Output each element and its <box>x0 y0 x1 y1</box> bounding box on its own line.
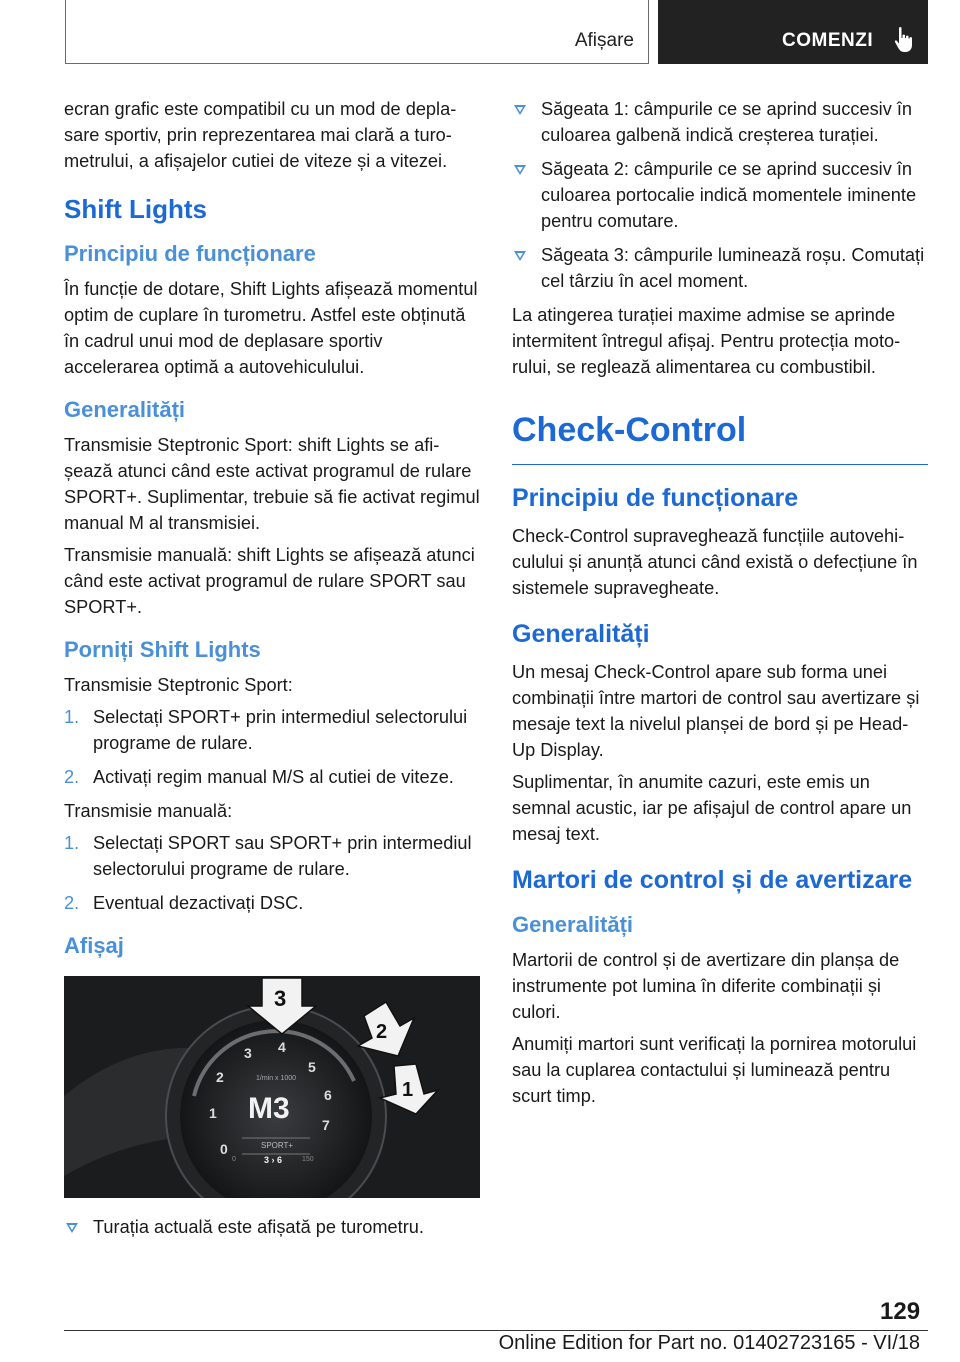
shift-lights-heading: Shift Lights <box>64 194 207 224</box>
check-general-paragraph-1: Un mesaj Check-Control apare sub forma unei combinații între martori de control sau avertizare și mesaje text la nivelul planșei de bord și pe Head-Up Display. <box>512 662 920 760</box>
principle-paragraph: În funcție de dotare, Shift Lights afișează momentul optim de cuplare în turometru. Astfel este obținută în cadrul unui mod de deplasare sportiv accelerarea optimă a autovehiculului. <box>64 279 478 377</box>
bullet-text: Turația actuală este afișată pe turometru. <box>93 1217 424 1237</box>
tick-label: 2 <box>216 1069 224 1085</box>
manual-label: Transmisie manuală: <box>64 801 233 821</box>
tachometer-figure <box>64 976 480 1198</box>
bullet-text: Săgeata 3: câmpurile luminează roșu. Comutați cel târziu în acel moment. <box>541 245 925 291</box>
tick-label: 5 <box>308 1059 316 1075</box>
step-text: Eventual dezactivați DSC. <box>93 893 304 913</box>
check-general-paragraph-2: Suplimentar, în anumite cazuri, este emis un semnal acustic, iar pe afișajul de control apare un mesaj text. <box>512 772 912 844</box>
tick-label: 7 <box>322 1117 330 1133</box>
header-section-label: Afișare <box>574 30 634 51</box>
list-item <box>64 830 480 882</box>
intro-paragraph: ecran grafic este compatibil cu un mod de deplasare sportiv, prin reprezentarea mai clară a turometrului, a afișajelor cutiei de viteze și a vitezei. <box>64 99 457 171</box>
list-item <box>64 704 480 756</box>
step-number: 1. <box>64 833 80 853</box>
principle-heading: Principiu de funcționare <box>64 241 316 266</box>
step-number: 2. <box>64 893 80 913</box>
tick-label: 1 <box>209 1105 217 1121</box>
list-item <box>512 242 928 294</box>
general-paragraph-1: Transmisie Steptronic Sport: shift Lights se afișează atunci când este activat programul de rulare SPORT+. Suplimentar, trebuie să fie activat regimul manual M al transmisiei. <box>64 435 480 533</box>
steptronic-steps <box>64 704 480 790</box>
list-item <box>64 890 480 916</box>
tick-label: 3 <box>244 1045 252 1061</box>
general-paragraph-2: Transmisie manuală: shift Lights se afișează atunci când este activat programul de rulare SPORT sau SPORT+. <box>64 545 475 617</box>
warning-lights-heading: Martori de control și de avertizare <box>512 866 913 894</box>
step-number: 1. <box>64 707 80 727</box>
left-column <box>64 96 480 1248</box>
check-general-heading: Generalități <box>512 620 650 648</box>
triangle-bullet-icon <box>514 105 526 115</box>
header-section-tab <box>65 0 649 64</box>
manual-steps <box>64 830 480 916</box>
figure-bullets <box>64 1214 480 1240</box>
warning-general-heading: Generalități <box>512 912 634 937</box>
tick-label: 6 <box>324 1087 332 1103</box>
bullet-text: Săgeata 2: câmpurile ce se aprind succesiv în culoarea portocalie indică momentele iminente pentru comutare. <box>541 159 917 231</box>
header-chapter-tab <box>658 0 928 64</box>
step-text: Selectați SPORT sau SPORT+ prin intermediul selectorului programe de rulare. <box>93 833 472 879</box>
footer-divider <box>64 1330 928 1331</box>
page-number: 129 <box>880 1298 921 1325</box>
drive-mode-label: SPORT+ <box>261 1141 294 1150</box>
triangle-bullet-icon <box>514 251 526 261</box>
gear-indicator: M3 <box>248 1092 290 1125</box>
speed-end-label: 150 <box>302 1156 314 1163</box>
steptronic-label: Transmisie Steptronic Sport: <box>64 675 293 695</box>
list-item <box>64 1214 480 1240</box>
tick-label: 0 <box>220 1141 228 1157</box>
warning-paragraph-2: Anumiți martori sunt verificați la pornirea motorului sau la cuplarea contactului și luminează pentru scurt timp. <box>512 1034 917 1106</box>
step-number: 2. <box>64 767 80 787</box>
gear-shift-label: 3 › 6 <box>264 1155 283 1165</box>
callout-number: 1 <box>402 1079 414 1101</box>
step-text: Activați regim manual M/S al cutiei de viteze. <box>93 767 454 787</box>
warning-paragraph-1: Martorii de control și de avertizare din planșa de instrumente pot lumina în diferite combinații și culori. <box>512 950 900 1022</box>
step-text: Selectați SPORT+ prin intermediul selectorului programe de rulare. <box>93 707 468 753</box>
arrow-description-list <box>512 96 928 294</box>
display-heading: Afișaj <box>64 933 124 958</box>
bullet-text: Săgeata 1: câmpurile ce se aprind succesiv în culoarea galbenă indică creșterea turației. <box>541 99 913 145</box>
triangle-bullet-icon <box>66 1223 78 1233</box>
speed-start-label: 0 <box>232 1156 236 1163</box>
general-heading: Generalități <box>64 397 186 422</box>
triangle-bullet-icon <box>514 165 526 175</box>
list-item <box>512 96 928 148</box>
header-chapter-label: COMENZI <box>782 30 874 51</box>
list-item <box>64 764 480 790</box>
max-rpm-paragraph: La atingerea turației maxime admise se aprinde intermitent întregul afișaj. Pentru protecția motorului, se reglează alimentarea cu combustibil. <box>512 305 901 377</box>
footer-edition: Online Edition for Part no. 01402723165 - VI/18 <box>498 1332 920 1354</box>
tick-label: 4 <box>278 1039 286 1055</box>
check-principle-heading: Principiu de funcționare <box>512 484 799 512</box>
rpm-unit-label: 1/min x 1000 <box>256 1075 297 1082</box>
right-column <box>512 96 928 1115</box>
tachometer-illustration <box>64 976 480 1198</box>
start-shift-lights-heading: Porniți Shift Lights <box>64 637 261 662</box>
check-principle-paragraph: Check-Control supraveghează funcțiile autovehiculului și anunță atunci când există o defecțiune în sistemele supravegheate. <box>512 526 918 598</box>
pointing-hand-icon <box>894 26 916 54</box>
callout-number: 3 <box>274 986 287 1011</box>
callout-number: 2 <box>376 1021 388 1043</box>
list-item <box>512 156 928 234</box>
check-control-heading: Check-Control <box>512 410 928 465</box>
